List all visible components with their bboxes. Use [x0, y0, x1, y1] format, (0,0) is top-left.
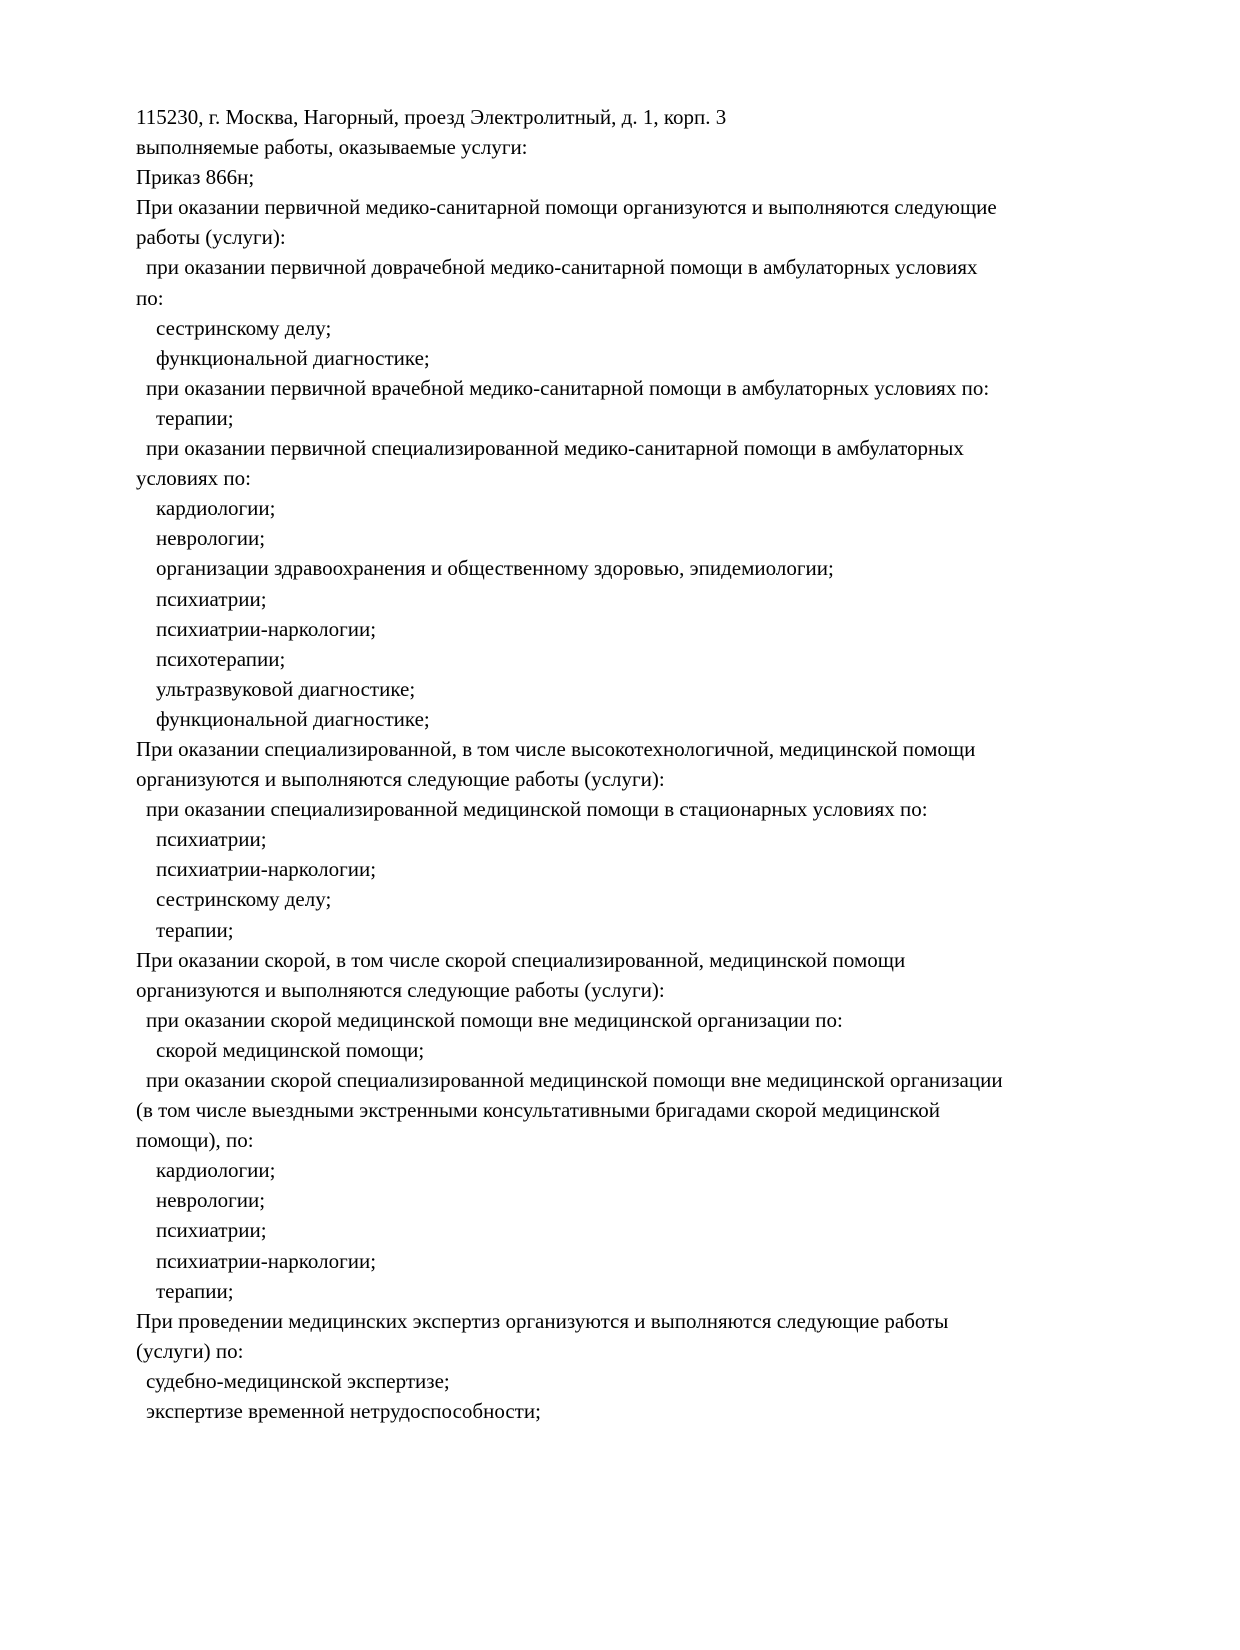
document-line: организуются и выполняются следующие работы (услуги): [136, 977, 665, 1002]
document-line: при оказании первичной врачебной медико-санитарной помощи в амбулаторных условиях по: [146, 375, 990, 400]
document-line: психотерапии; [156, 646, 286, 671]
document-line: При проведении медицинских экспертиз организуются и выполняются следующие работы [136, 1308, 949, 1333]
document-line: ультразвуковой диагностике; [156, 676, 416, 701]
document-line: функциональной диагностике; [156, 345, 430, 370]
document-line: скорой медицинской помощи; [156, 1037, 425, 1062]
document-line: функциональной диагностике; [156, 706, 430, 731]
document-line: терапии; [156, 405, 234, 430]
document-line: помощи), по: [136, 1128, 254, 1153]
document-line: психиатрии-наркологии; [156, 616, 377, 641]
document-line: психиатрии; [156, 586, 267, 611]
document-line: при оказании первичной специализированной медико-санитарной помощи в амбулаторных [146, 436, 964, 461]
document-line: психиатрии; [156, 827, 267, 852]
document-line: (в том числе выездными экстренными консультативными бригадами скорой медицинской [136, 1098, 940, 1123]
document-line: экспертизе временной нетрудоспособности; [146, 1399, 541, 1424]
document-line: психиатрии; [156, 1218, 267, 1243]
document-line: При оказании скорой, в том числе скорой специализированной, медицинской помощи [136, 947, 906, 972]
document-line: психиатрии-наркологии; [156, 1248, 377, 1273]
document-line: работы (услуги): [136, 225, 286, 250]
document-line: терапии; [156, 917, 234, 942]
document-line: терапии; [156, 1278, 234, 1303]
document-line: неврологии; [156, 1188, 266, 1213]
document-line: Приказ 866н; [136, 165, 255, 190]
license-document [136, 102, 1126, 1426]
document-line: сестринскому делу; [156, 315, 332, 340]
document-line: кардиологии; [156, 496, 276, 521]
document-line: при оказании скорой специализированной медицинской помощи вне медицинской организации [146, 1068, 1003, 1092]
document-line: при оказании специализированной медицинской помощи в стационарных условиях по: [146, 797, 928, 822]
document-line: выполняемые работы, оказываемые услуги: [136, 135, 528, 160]
document-line: неврологии; [156, 526, 266, 551]
document-line: условиях по: [136, 466, 251, 491]
document-line: 115230, г. Москва, Нагорный, проезд Электролитный, д. 1, корп. 3 [136, 105, 727, 129]
document-line: сестринскому делу; [156, 887, 332, 912]
document-line: (услуги) по: [136, 1338, 244, 1363]
document-line: при оказании скорой медицинской помощи вне медицинской организации по: [146, 1007, 843, 1032]
document-line: При оказании первичной медико-санитарной помощи организуются и выполняются следующие [136, 195, 997, 220]
document-line: судебно-медицинской экспертизе; [146, 1368, 450, 1393]
document-line: психиатрии-наркологии; [156, 857, 377, 882]
document-line: организуются и выполняются следующие работы (услуги): [136, 767, 665, 792]
document-line: При оказании специализированной, в том числе высокотехнологичной, медицинской помощи [136, 736, 976, 761]
document-line: кардиологии; [156, 1158, 276, 1183]
document-line: при оказании первичной доврачебной медико-санитарной помощи в амбулаторных условиях [146, 255, 978, 280]
document-line: по: [136, 285, 164, 310]
document-line: организации здравоохранения и общественному здоровью, эпидемиологии; [156, 556, 834, 581]
